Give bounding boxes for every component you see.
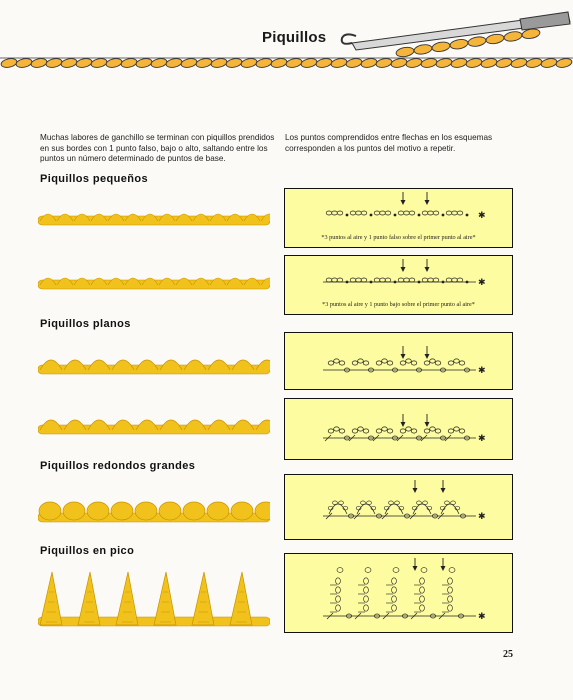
picot-symbol <box>383 568 408 619</box>
chain-link <box>480 57 497 69</box>
picot-symbol <box>374 278 396 283</box>
picot-symbol <box>446 278 468 283</box>
chain-link <box>105 57 122 69</box>
yarn-picot <box>208 420 230 430</box>
chain-link <box>210 57 227 69</box>
picot-symbol <box>422 278 444 283</box>
down-arrow-icon <box>401 414 406 427</box>
yarn-swatch-5 <box>38 490 270 538</box>
chain-link <box>60 57 77 69</box>
yarn-picot <box>40 214 56 221</box>
yarn-picot <box>183 502 205 520</box>
stitch-diagram-5 <box>284 474 513 540</box>
yarn-picot <box>159 502 181 520</box>
yarn-picot <box>231 502 253 520</box>
chain-link <box>150 57 167 69</box>
chain-link <box>450 57 467 69</box>
chain-link <box>135 57 152 69</box>
picot-symbol <box>445 427 470 441</box>
chain-link <box>90 57 107 69</box>
chain-link <box>510 57 527 69</box>
chain-link <box>180 57 197 69</box>
chain-link <box>255 57 272 69</box>
yarn-picot <box>125 278 141 285</box>
chain-link <box>30 57 47 69</box>
chain-link <box>431 41 450 53</box>
stitch-diagram-6 <box>284 553 513 633</box>
down-arrow-icon <box>425 346 430 359</box>
asterisk-icon: ✱ <box>478 612 486 622</box>
yarn-picot <box>136 360 158 370</box>
yarn-swatch-2 <box>38 264 270 298</box>
yarn-picot <box>227 214 243 221</box>
chain-link <box>195 57 212 69</box>
yarn-picot <box>57 214 73 221</box>
picot-symbol <box>411 568 436 619</box>
picot-symbol <box>398 211 420 216</box>
picot-symbol <box>421 427 446 441</box>
yarn-picot <box>176 278 192 285</box>
yarn-picot <box>74 278 90 285</box>
yarn-picot <box>112 420 134 430</box>
picot-symbol <box>349 427 374 441</box>
chain-link <box>360 57 377 69</box>
picot-symbol <box>326 211 348 216</box>
diagram-note: *3 puntos al aire y 1 punto bajo sobre el primer punto al aire* <box>322 301 475 308</box>
stitch-diagram-2 <box>284 255 513 315</box>
picot-symbol <box>398 278 420 283</box>
intro-text-left: Muchas labores de ganchillo se terminan con piquillos prendidos en sus bordes con 1 punto falso, bajo o alto, saltando entre los puntos un número determinado de puntos de base. <box>40 133 275 163</box>
intro-text-right: Los puntos comprendidos entre flechas en los esquemas corresponden a los puntos del motivo a repetir. <box>285 133 493 153</box>
diagram-symbols <box>285 475 514 541</box>
chain-link <box>285 57 302 69</box>
chain-link <box>405 57 422 69</box>
chain-link <box>240 57 257 69</box>
yarn-picot <box>74 214 90 221</box>
yarn-picot <box>230 572 252 625</box>
yarn-picot <box>244 214 260 221</box>
picot-symbol <box>326 278 348 283</box>
picot-symbol <box>374 211 396 216</box>
picot-symbol <box>439 568 464 619</box>
yarn-picot <box>159 278 175 285</box>
page-number: 25 <box>503 649 513 660</box>
picot-symbol <box>446 211 468 216</box>
yarn-swatch-1 <box>38 200 270 234</box>
down-arrow-icon <box>401 192 406 205</box>
down-arrow-icon <box>441 558 446 571</box>
chain-link <box>465 57 482 69</box>
yarn-picot <box>142 278 158 285</box>
asterisk-icon: ✱ <box>478 366 486 376</box>
down-arrow-icon <box>425 259 430 272</box>
yarn-picot <box>40 360 62 370</box>
chain-link <box>413 43 432 55</box>
yarn-picot <box>112 360 134 370</box>
chain-link <box>420 57 437 69</box>
picot-symbol <box>350 211 372 216</box>
chain-link <box>449 38 468 50</box>
yarn-picot <box>108 214 124 221</box>
yarn-picot <box>136 420 158 430</box>
yarn-picot <box>40 420 62 430</box>
yarn-picot <box>210 214 226 221</box>
chain-link <box>165 57 182 69</box>
down-arrow-icon <box>425 192 430 205</box>
asterisk-icon: ✱ <box>478 512 486 522</box>
chain-link <box>0 57 17 69</box>
yarn-picot <box>116 572 138 625</box>
yarn-picot <box>78 572 100 625</box>
down-arrow-icon <box>441 480 446 493</box>
yarn-picot <box>108 278 124 285</box>
picot-symbol <box>350 278 372 283</box>
diagram-symbols <box>285 399 514 461</box>
yarn-swatch-4 <box>38 402 270 450</box>
picot-symbol <box>397 427 422 441</box>
yarn-picot <box>91 214 107 221</box>
yarn-picot <box>125 214 141 221</box>
yarn-picot <box>88 420 110 430</box>
chain-link <box>330 57 347 69</box>
yarn-picot <box>40 278 56 285</box>
chain-link <box>375 57 392 69</box>
chain-link <box>120 57 137 69</box>
yarn-picot <box>193 278 209 285</box>
yarn-picot <box>160 420 182 430</box>
down-arrow-icon <box>413 558 418 571</box>
section-heading-piquillos-planos: Piquillos planos <box>40 318 131 330</box>
picot-symbol <box>327 568 352 619</box>
section-heading-piquillos-en-pico: Piquillos en pico <box>40 545 135 557</box>
yarn-picot <box>232 420 254 430</box>
yarn-picot <box>154 572 176 625</box>
yarn-picot <box>207 502 229 520</box>
chain-link <box>270 57 287 69</box>
diagram-note: *3 puntos al aire y 1 punto falso sobre el primer punto al aire* <box>321 234 476 241</box>
yarn-picot <box>227 278 243 285</box>
stitch-diagram-4 <box>284 398 513 460</box>
yarn-picot <box>159 214 175 221</box>
chain-link <box>495 57 512 69</box>
chain-link <box>345 57 362 69</box>
down-arrow-icon <box>401 346 406 359</box>
yarn-picot <box>142 214 158 221</box>
section-heading-piquillos-pequenos: Piquillos pequeños <box>40 173 149 185</box>
yarn-picot <box>208 360 230 370</box>
chain-link <box>485 33 504 45</box>
picot-symbol <box>422 211 444 216</box>
chain-link <box>503 30 522 42</box>
yarn-picot <box>135 502 157 520</box>
picot-symbol <box>355 568 380 619</box>
down-arrow-icon <box>401 259 406 272</box>
chain-link <box>225 57 242 69</box>
yarn-picot <box>57 278 73 285</box>
down-arrow-icon <box>413 480 418 493</box>
chain-link <box>315 57 332 69</box>
chain-link <box>467 36 486 48</box>
chain-link <box>15 57 32 69</box>
yarn-swatch-6 <box>38 566 270 632</box>
chain-link <box>540 57 557 69</box>
chain-link <box>45 57 62 69</box>
chain-link <box>75 57 92 69</box>
yarn-picot <box>40 572 62 625</box>
section-heading-piquillos-redondos-grandes: Piquillos redondos grandes <box>40 460 196 472</box>
yarn-picot <box>184 420 206 430</box>
yarn-picot <box>160 360 182 370</box>
yarn-picot <box>176 214 192 221</box>
yarn-picot <box>87 502 109 520</box>
down-arrow-icon <box>425 414 430 427</box>
yarn-picot <box>232 360 254 370</box>
asterisk-icon: ✱ <box>478 211 486 221</box>
yarn-picot <box>111 502 133 520</box>
yarn-picot <box>64 360 86 370</box>
chain-link <box>435 57 452 69</box>
yarn-picot <box>63 502 85 520</box>
chain-link <box>395 46 414 58</box>
yarn-picot <box>39 502 61 520</box>
asterisk-icon: ✱ <box>478 434 486 444</box>
chain-link <box>525 57 542 69</box>
diagram-symbols <box>285 333 514 391</box>
diagram-symbols <box>285 554 514 634</box>
yarn-picot <box>64 420 86 430</box>
picot-symbol <box>325 427 350 441</box>
yarn-swatch-3 <box>38 343 270 389</box>
chain-link <box>390 57 407 69</box>
yarn-picot <box>91 278 107 285</box>
chain-link <box>555 57 572 69</box>
yarn-picot <box>244 278 260 285</box>
yarn-picot <box>184 360 206 370</box>
yarn-picot <box>88 360 110 370</box>
yarn-picot <box>193 214 209 221</box>
page-title: Piquillos <box>262 29 327 46</box>
picot-symbol <box>373 427 398 441</box>
yarn-picot <box>210 278 226 285</box>
chain-link <box>300 57 317 69</box>
asterisk-icon: ✱ <box>478 278 486 288</box>
stitch-diagram-3 <box>284 332 513 390</box>
stitch-diagram-1 <box>284 188 513 248</box>
yarn-picot <box>192 572 214 625</box>
